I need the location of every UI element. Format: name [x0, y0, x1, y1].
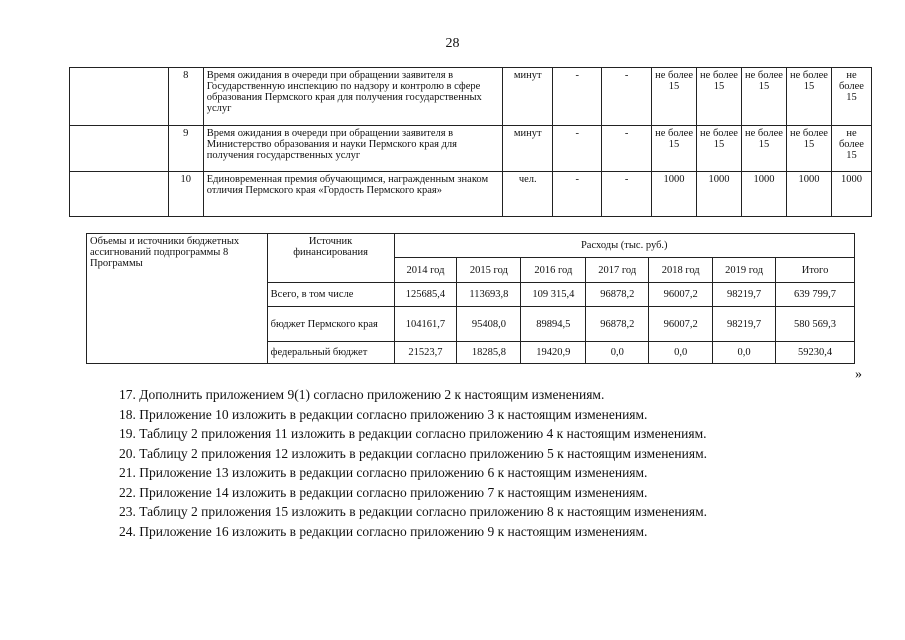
row-number: 9	[168, 126, 203, 172]
table-cell: 0,0	[586, 342, 649, 364]
list-item: 17. Дополнить приложением 9(1) согласно приложению 2 к настоящим изменениям.	[119, 387, 605, 402]
source-name: Всего, в том числе	[267, 283, 394, 307]
year-header: 2014 год	[394, 258, 457, 283]
table-cell: не более 15	[697, 126, 742, 172]
table-cell: не более 15	[786, 68, 831, 126]
table-cell: -	[602, 172, 652, 217]
table-cell: 98219,7	[713, 283, 776, 307]
row-number: 10	[168, 172, 203, 217]
list-item: 19. Таблицу 2 приложения 11 изложить в редакции согласно приложению 4 к настоящим изменениям.	[119, 426, 707, 441]
table-cell: 109 315,4	[521, 283, 586, 307]
table-row	[87, 234, 855, 258]
list-item: 18. Приложение 10 изложить в редакции согласно приложению 3 к настоящим изменениям.	[119, 406, 648, 422]
table-cell: не более 15	[652, 68, 697, 126]
table-cell: не более 15	[831, 126, 871, 172]
table-cell: 1000	[742, 172, 787, 217]
year-header: 2016 год	[521, 258, 586, 283]
table-cell: не более 15	[697, 68, 742, 126]
table-cell: 95408,0	[457, 307, 521, 342]
table-row	[70, 172, 872, 217]
budget-table	[86, 233, 855, 364]
table-cell: 639 799,7	[776, 283, 855, 307]
indicator-unit: минут	[503, 126, 553, 172]
table-cell: не более 15	[742, 68, 787, 126]
indicator-name: Единовременная премия обучающимся, награжденным знаком отличия Пермского края «Гордость Пермского края»	[203, 172, 503, 217]
table-cell: 21523,7	[394, 342, 457, 364]
table-cell: 18285,8	[457, 342, 521, 364]
page-number: 28	[445, 36, 460, 51]
source-header: Источник финансирования	[267, 234, 394, 283]
table-cell: не более 15	[742, 126, 787, 172]
list-item: 23. Таблицу 2 приложения 15 изложить в редакции согласно приложению 8 к настоящим изменениям.	[119, 504, 707, 519]
budget-label: Объемы и источники бюджетных ассигнований подпрограммы 8 Программы	[87, 234, 268, 364]
table-cell: 0,0	[649, 342, 713, 364]
list-item: 21. Приложение 13 изложить в редакции согласно приложению 6 к настоящим изменениям.	[119, 465, 648, 480]
source-name: бюджет Пермского края	[267, 307, 394, 342]
year-header: Итого	[776, 258, 855, 283]
table-cell: 98219,7	[713, 307, 776, 342]
table-cell: 96878,2	[586, 307, 649, 342]
table-cell: -	[602, 126, 652, 172]
indicator-unit: минут	[503, 68, 553, 126]
list-item: 24. Приложение 16 изложить в редакции согласно приложению 9 к настоящим изменениям.	[119, 523, 648, 539]
table-cell: 580 569,3	[776, 307, 855, 342]
table-cell: 0,0	[713, 342, 776, 364]
table-row	[70, 68, 872, 126]
table-cell	[70, 68, 169, 126]
row-number: 8	[168, 68, 203, 126]
table-cell: -	[553, 68, 602, 126]
indicator-name: Время ожидания в очереди при обращении заявителя в Министерство образования и науки Пермского края для получения государственных услуг	[203, 126, 503, 172]
table-cell: 104161,7	[394, 307, 457, 342]
table-cell: 1000	[786, 172, 831, 217]
table-cell: 96878,2	[586, 283, 649, 307]
year-header: 2017 год	[586, 258, 649, 283]
table-cell	[70, 126, 169, 172]
table-cell: не более 15	[831, 68, 871, 126]
table-cell: 59230,4	[776, 342, 855, 364]
table-cell: -	[553, 126, 602, 172]
closing-quote: »	[855, 367, 862, 382]
table-cell: 96007,2	[649, 283, 713, 307]
table-cell: 1000	[652, 172, 697, 217]
table-cell: -	[602, 68, 652, 126]
indicators-table	[69, 67, 872, 217]
table-cell: 125685,4	[394, 283, 457, 307]
year-header: 2018 год	[649, 258, 713, 283]
table-cell: 89894,5	[521, 307, 586, 342]
table-cell: 96007,2	[649, 307, 713, 342]
table-cell: 113693,8	[457, 283, 521, 307]
table-row	[70, 126, 872, 172]
list-item: 20. Таблицу 2 приложения 12 изложить в редакции согласно приложению 5 к настоящим изменениям.	[119, 445, 707, 461]
amendment-list	[119, 385, 707, 541]
year-header: 2019 год	[713, 258, 776, 283]
table-cell: 19420,9	[521, 342, 586, 364]
table-cell: не более 15	[652, 126, 697, 172]
list-item: 22. Приложение 14 изложить в редакции согласно приложению 7 к настоящим изменениям.	[119, 484, 648, 500]
table-cell: не более 15	[786, 126, 831, 172]
expenses-header: Расходы (тыс. руб.)	[394, 234, 855, 258]
year-header: 2015 год	[457, 258, 521, 283]
table-cell	[70, 172, 169, 217]
table-cell: 1000	[831, 172, 871, 217]
source-name: федеральный бюджет	[267, 342, 394, 364]
indicator-unit: чел.	[503, 172, 553, 217]
table-cell: -	[553, 172, 602, 217]
indicator-name: Время ожидания в очереди при обращении заявителя в Государственную инспекцию по надзору и контролю в сфере образования Пермского края для получения государственных услуг	[203, 68, 503, 126]
table-cell: 1000	[697, 172, 742, 217]
